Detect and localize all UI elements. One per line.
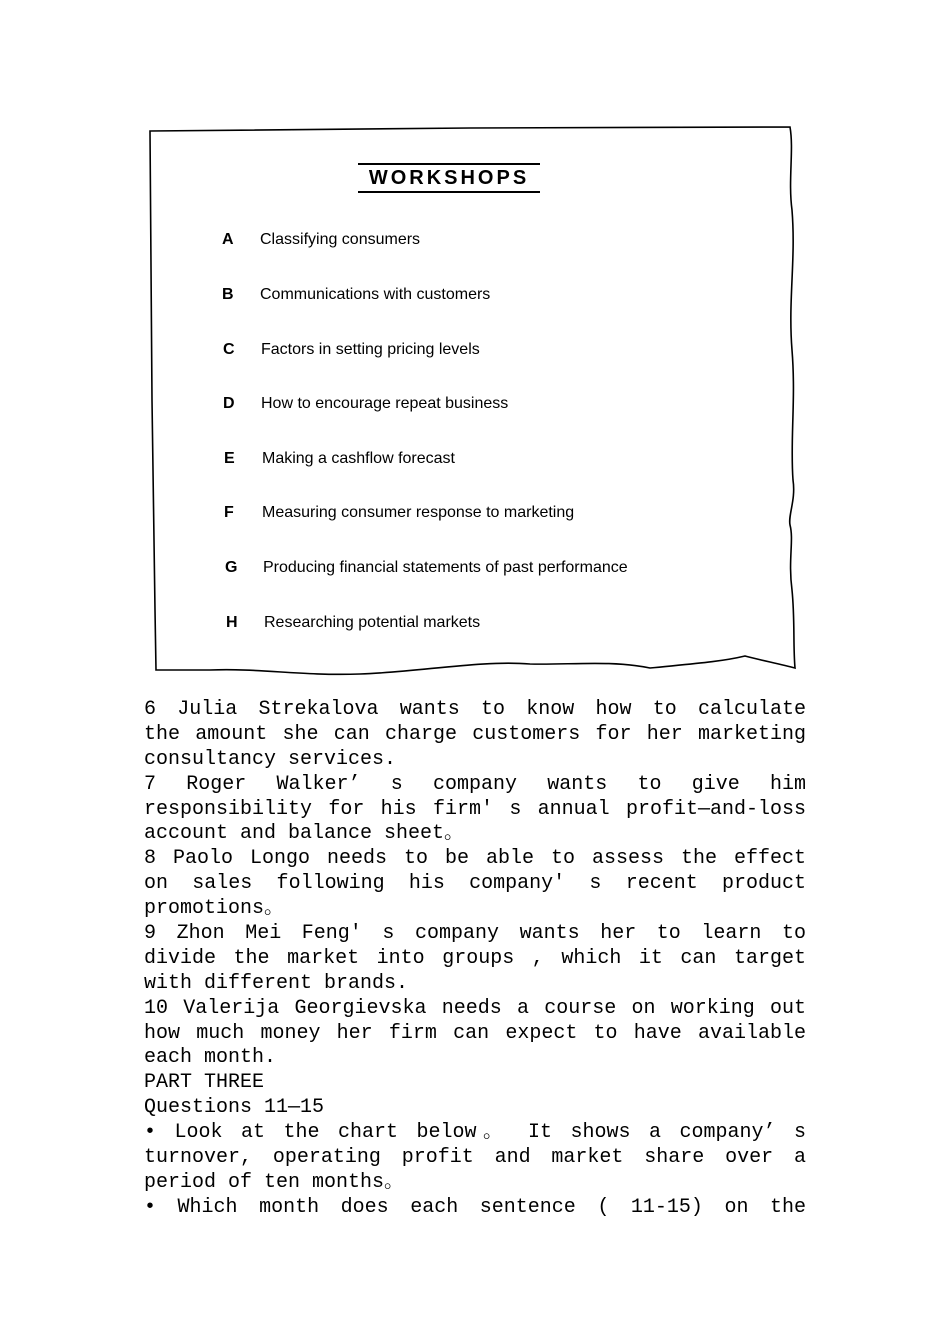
workshops-title [358, 163, 540, 193]
text-line: period of ten months。 [144, 1170, 405, 1194]
text-line: 10 Valerija Georgievska needs a course on working out [144, 996, 806, 1020]
title-bottom-rule [358, 191, 540, 193]
workshop-letter: F [224, 504, 234, 521]
text-line: • Look at the chart below。 It shows a company’ s [144, 1121, 806, 1145]
text-line: on sales following his company' s recent product [144, 872, 806, 896]
text-line: how much money her firm can expect to have available [144, 1021, 806, 1045]
text-line: 9 Zhon Mei Feng' s company wants her to learn to [144, 922, 806, 946]
workshop-letter: D [223, 395, 235, 412]
workshop-text: Making a cashflow forecast [262, 450, 455, 467]
workshop-text: Producing financial statements of past performance [263, 559, 628, 576]
workshop-letter: G [225, 559, 238, 576]
text-line: turnover, operating profit and market share over a [144, 1146, 806, 1170]
questions-heading: Questions 11—15 [144, 1096, 325, 1120]
workshop-text: Measuring consumer response to marketing [262, 504, 575, 521]
text-line: 7 Roger Walker’ s company wants to give him [144, 772, 806, 796]
text-line: account and balance sheet。 [144, 822, 465, 846]
workshop-letter: H [226, 614, 238, 631]
text-line: 6 Julia Strekalova wants to know how to calculate [144, 698, 806, 721]
workshop-text: Factors in setting pricing levels [261, 341, 480, 358]
workshop-letter: B [222, 286, 234, 303]
text-line: divide the market into groups , which it can target [144, 946, 806, 970]
workshop-text: How to encourage repeat business [261, 395, 509, 412]
title-top-rule [358, 163, 540, 165]
text-line: 8 Paolo Longo needs to be able to assess the effect [144, 847, 806, 871]
text-line: responsibility for his firm' s annual profit—and-loss [144, 797, 806, 821]
workshop-text: Classifying consumers [260, 231, 421, 248]
workshops-title-text: WORKSHOPS [368, 167, 530, 189]
text-line: • Which month does each sentence ( 11-15) on the [144, 1195, 806, 1219]
text-line: the amount she can charge customers for her marketing [144, 722, 806, 746]
text-line: each month. [144, 1046, 277, 1070]
workshop-letter: C [223, 341, 235, 358]
document-body [144, 698, 806, 1221]
text-line: promotions。 [144, 897, 285, 921]
section-heading: PART THREE [144, 1071, 265, 1095]
text-line: consultancy services. [144, 747, 397, 771]
workshop-letter: E [224, 450, 235, 467]
workshop-letter: A [222, 231, 234, 248]
workshop-text: Researching potential markets [264, 614, 481, 631]
text-line: with different brands. [144, 971, 409, 995]
workshop-text: Communications with customers [260, 286, 491, 303]
